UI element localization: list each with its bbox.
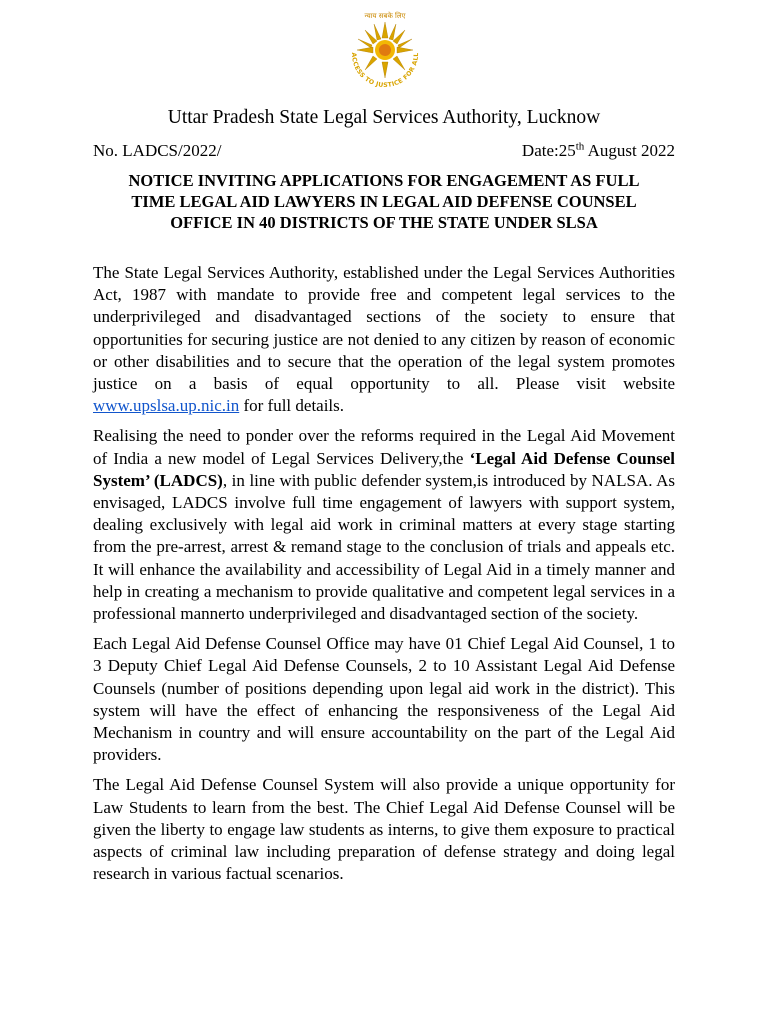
ladcs-name: ‘Legal Aid Defense Counsel System’ (LADCS) [93, 448, 676, 490]
paragraph-positions: Each Legal Aid Defense Counsel Office may have 01 Chief Legal Aid Counsel, 1 to 3 Deputy Chief Legal Aid Defense Counsels, 2 to 10 Assistant Legal Aid Defense Counsels (number of positions depending upon legal aid work in the district). This system will have the effect of enhancing the responsiveness of the Legal Aid Mechanism in country and will ensure accountability on the part of the Legal Aid providers. [93, 634, 675, 765]
nalsa-emblem [337, 8, 433, 96]
title-line-1: NOTICE INVITING APPLICATIONS FOR ENGAGEMENT AS FULL [128, 171, 640, 190]
notice-title [88, 170, 680, 233]
notice-body [93, 262, 675, 893]
notice-date: Date:25th August 2022 [521, 140, 675, 160]
paragraph-law-students: The Legal Aid Defense Counsel System will also provide a unique opportunity for Law Students to learn from the best. The Chief Legal Aid Defense Counsel will be given the liberty to engage law students as interns, to give them exposure to practical aspects of criminal law including preparation of defense strategy and doing legal research in various factual scenarios. [93, 775, 675, 884]
website-link[interactable]: www.upslsa.up.nic.in [93, 396, 240, 416]
reference-number: No. LADCS/2022/ [93, 141, 222, 160]
paragraph-intro: The State Legal Services Authority, established under the Legal Services Authorities Act, 1987 with mandate to provide free and competent legal services to the underprivileged and disadvantaged sections of the society to ensure that opportunities for securing justice are not denied to any citizen by reason of economic or other disabilities and to secure that the operation of the legal system promotes justice on a basis of equal opportunity to all. Please visit website www.upslsa.up.nic.in for full details. [93, 263, 675, 416]
emblem-ring-text: ACCESS TO JUSTICE FOR ALL [349, 52, 421, 90]
emblem-motto: न्याय सबके लिए [364, 12, 406, 20]
title-line-3: OFFICE IN 40 DISTRICTS OF THE STATE UNDER SLSA [170, 213, 598, 232]
paragraph-ladcs: Realising the need to ponder over the reforms required in the Legal Aid Movement of India a new model of Legal Services Delivery,the ‘Legal Aid Defense Counsel System’ (LADCS), in line with public defender system,is introduced by NALSA. As envisaged, LADCS involve full time engagement of lawyers with support system, dealing exclusively with legal aid work in criminal matters at every stage starting from the pre-arrest, arrest & remand stage to the conclusion of trials and appeals etc. It will enhance the availability and accessibility of Legal Aid in a timely manner and help in creating a mechanism to provide qualitative and competent legal services in a professional mannerto underprivileged and disadvantaged section of the society. [93, 426, 676, 624]
emblem-sun-icon [357, 22, 413, 78]
authority-name: Uttar Pradesh State Legal Services Authority, Lucknow [167, 107, 601, 128]
title-line-2: TIME LEGAL AID LAWYERS IN LEGAL AID DEFENSE COUNSEL [131, 192, 637, 211]
reference-line [93, 140, 675, 162]
